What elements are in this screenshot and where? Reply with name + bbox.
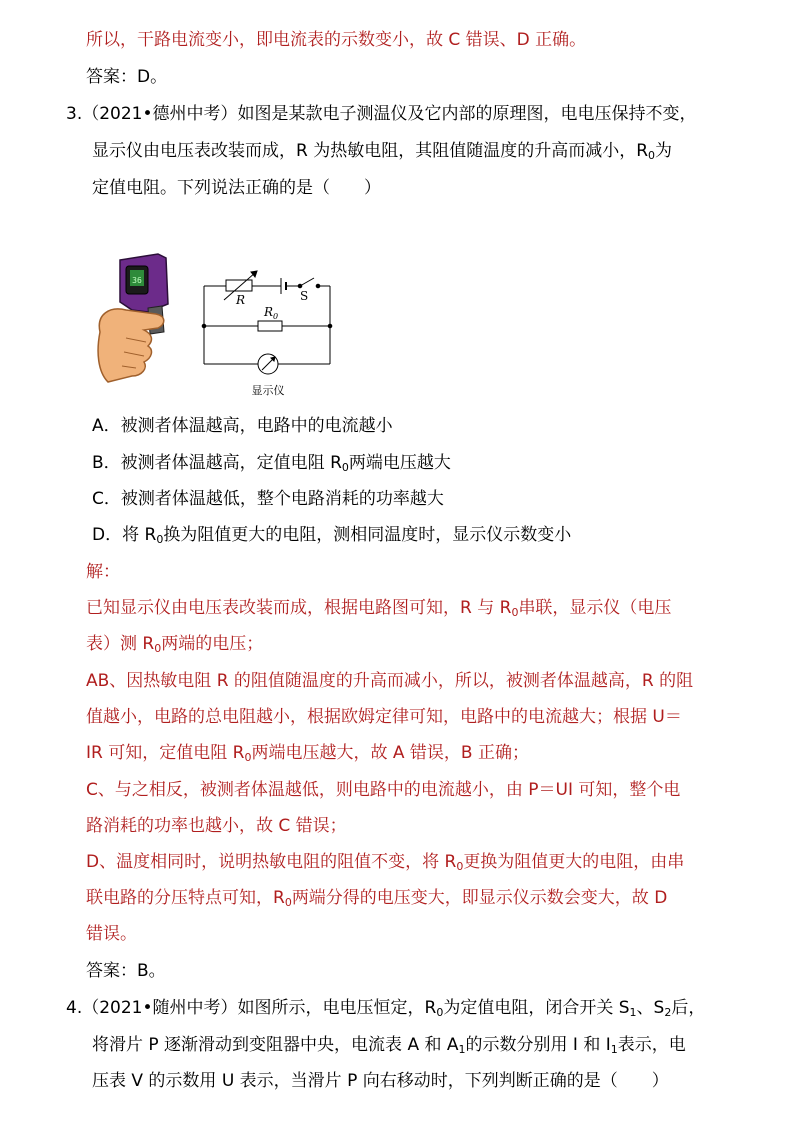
q3-option-d: D．将 $R_0$换为阻值更大的电阻，测相同温度时，显示仪示数变小 <box>92 525 572 546</box>
svg-text:R0: $R_0$ <box>264 305 279 321</box>
q3-line1: 3.（2021•德州中考）如图是某款电子测温仪及它内部的原理图，电电压保持不变， <box>66 104 697 124</box>
thermistor-r <box>226 280 252 291</box>
q4-line3: 压表 V 的示数用 U 表示，当滑片 P 向右移动时，下列判断正确的是（ ） <box>92 1071 669 1091</box>
q3-answer: 答案：B。 <box>86 961 166 981</box>
switch-s <box>300 278 314 286</box>
circuit-diagram <box>202 271 332 374</box>
q4-line2: 将滑片 P 逐渐滑动到变阻器中央，电流表 A 和 $A_1$的示数分别用 I 和 $I_1$表示，电 <box>92 1035 686 1056</box>
solution-line: C、与之相反，被测者体温越低，则电路中的电流越小，由 P＝UI 可知，整个电 <box>86 780 681 800</box>
solution-line: 联电路的分压特点可知，$R_0$两端分得的电压变大，即显示仪示数会变大，故 D <box>86 888 668 909</box>
q3-option-a: A．被测者体温越高，电路中的电流越小 <box>92 416 393 436</box>
solution-line: IR 可知，定值电阻 $R_0$两端电压越大，故 A 错误，B 正确； <box>86 743 529 764</box>
prev-solution-line: 所以，干路电流变小，即电流表的示数变小，故 C 错误、D 正确。 <box>86 30 587 50</box>
prev-answer: 答案：D。 <box>86 67 168 87</box>
solution-line: 路消耗的功率也越小，故 C 错误； <box>86 816 347 836</box>
svg-text:36: 36 <box>132 276 142 285</box>
svg-text:S: S <box>300 289 309 303</box>
solution-line: 值越小，电路的总电阻越小，根据欧姆定律可知，电路中的电流越大；根据 U＝ <box>86 707 682 727</box>
q3-line3: 定值电阻。下列说法正确的是（ ） <box>92 178 381 198</box>
q4-line1: 4.（2021•随州中考）如图所示，电电压恒定，$R_0$为定值电阻，闭合开关 $S_1$、$S_2$后， <box>66 998 706 1019</box>
q3-line2: 显示仪由电压表改装而成，R 为热敏电阻，其阻值随温度的升高而减小，$R_0$为 <box>92 141 673 162</box>
solution-line: 错误。 <box>86 924 137 944</box>
q3-option-c: C．被测者体温越低，整个电路消耗的功率越大 <box>92 489 444 509</box>
svg-text:R: R <box>236 293 246 307</box>
solution-head: 解： <box>86 562 120 582</box>
solution-line: 表）测 $R_0$两端的电压； <box>86 634 264 655</box>
thermometer-gun-image <box>98 254 168 382</box>
svg-text:显示仪: 显示仪 <box>251 384 285 397</box>
solution-line: 已知显示仪由电压表改装而成，根据电路图可知，R 与 $R_0$串联，显示仪（电压 <box>86 598 672 619</box>
q3-option-b: B．被测者体温越高，定值电阻 $R_0$两端电压越大 <box>92 453 451 474</box>
solution-line: D、温度相同时，说明热敏电阻的阻值不变，将 $R_0$更换为阻值更大的电阻，由串 <box>86 852 685 873</box>
solution-line: AB、因热敏电阻 R 的阻值随温度的升高而减小，所以，被测者体温越高，R 的阻 <box>86 671 694 691</box>
resistor-r0 <box>258 321 282 331</box>
q3-figure <box>86 252 356 402</box>
